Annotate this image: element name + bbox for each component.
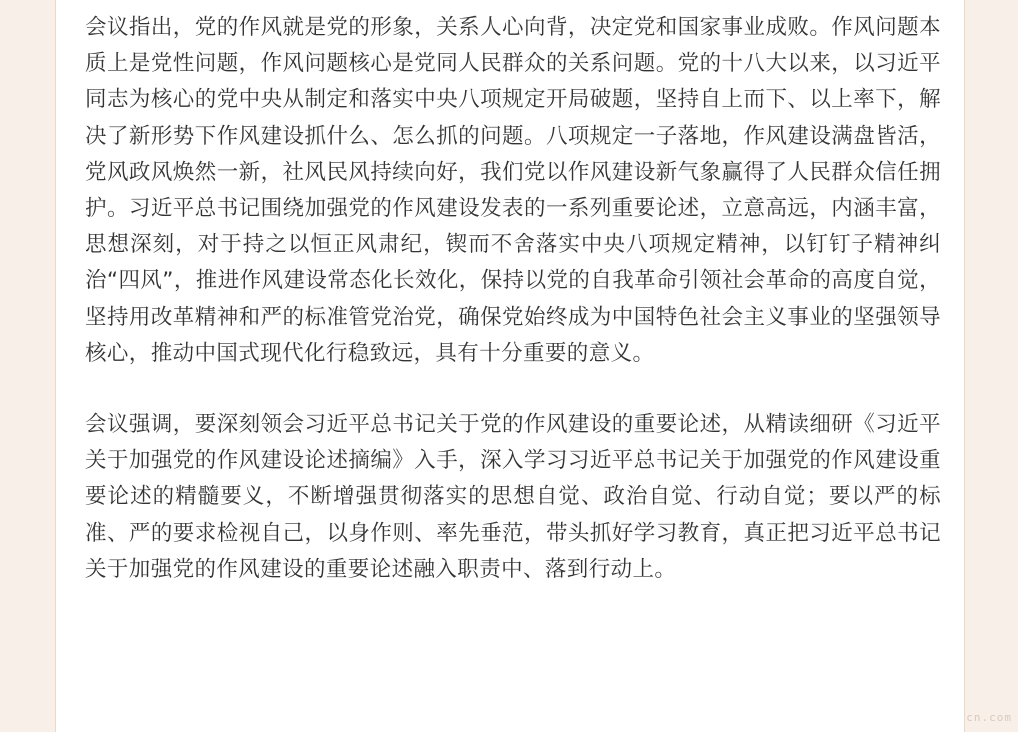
paragraph-meeting-points: 会议指出，党的作风就是党的形象，关系人心向背，决定党和国家事业成败。作风问题本质上是党性问题，作风问题核心是党同人民群众的关系问题。党的十八大以来，以习近平同志为核心的党中央从制定和落实中央八项规定开局破题，坚持自上而下、以上率下，解决了新形势下作风建设抓什么、怎么抓的问题。八项规定一子落地，作风建设满盘皆活，党风政风焕然一新，社风民风持续向好，我们党以作风建设新气象赢得了人民群众信任拥护。习近平总书记围绕加强党的作风建设发表的一系列重要论述，立意高远，内涵丰富，思想深刻，对于持之以恒正风肃纪，锲而不舍落实中央八项规定精神，以钉钉子精神纠治“四风”，推进作风建设常态化长效化，保持以党的自我革命引领社会革命的高度自觉，坚持用改革精神和严的标准管党治党，确保党始终成为中国特色社会主义事业的坚强领导核心，推动中国式现代化行稳致远，具有十分重要的意义。 (85, 15, 941, 366)
article-panel (55, 0, 965, 732)
paragraph-meeting-emphasis: 会议强调，要深刻领会习近平总书记关于党的作风建设的重要论述，从精读细研《习近平关于加强党的作风建设论述摘编》入手，深入学习习近平总书记关于加强党的作风建设重要论述的精髓要义，不断增强贯彻落实的思想自觉、政治自觉、行动自觉；要以严的标准、严的要求检视自己，以身作则、率先垂范，带头抓好学习教育，真正把习近平总书记关于加强党的作风建设的重要论述融入职责中、落到行动上。 (85, 412, 941, 582)
watermark-text: cn.com (966, 711, 1012, 724)
article-body (85, 10, 941, 588)
